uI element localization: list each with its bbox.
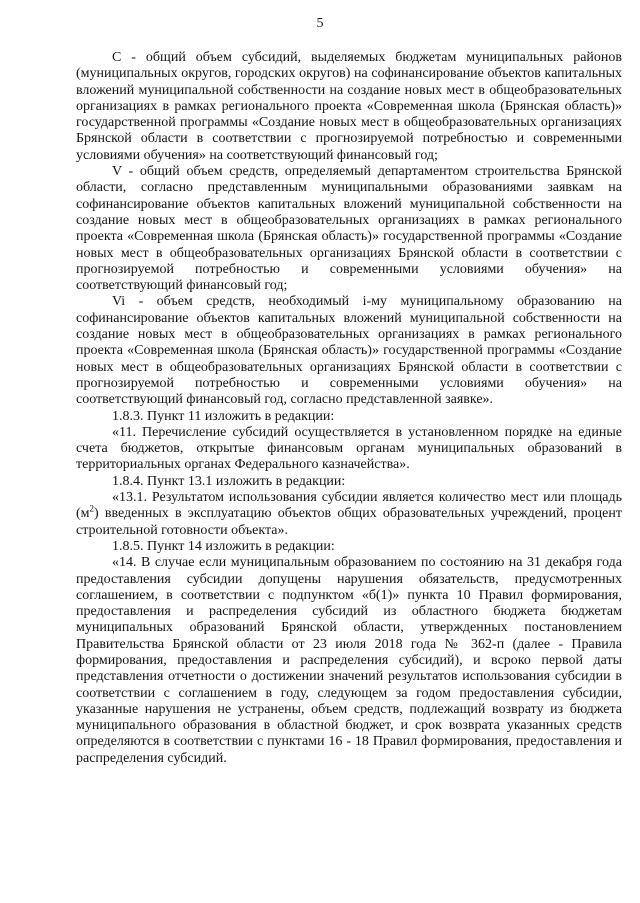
- square-superscript: 2: [89, 503, 95, 514]
- paragraph-point-14: «14. В случае если муниципальным образованием по состоянию на 31 декабря года предоставления субсидии допущены нарушения обязательств, предусмотренных соглашением, в соответствии с подпунктом «б(1)» пункта 10 Правил формирования, предоставления и распределения субсидий из областного бюджета бюджетам муниципальных образований Брянской области, утвержденных постановлением Правительства Брянской области от 23 июля 2018 года № 362-п (далее - Правила формирования, предоставления и распределения субсидий), и всроко первой даты представления отчетности о достижении значений результатов использования субсидии в соответствии с соглашением в году, следующем за годом предоставления субсидии, указанные нарушения не устранены, объем средств, подлежащий возврату из бюджета муниципального образования в областной бюджет, и срок возврата указанных средств определяются в соответствии с пунктами 16 - 18 Правил формирования, предоставления и распределения субсидий.: [76, 555, 622, 766]
- paragraph-vi-definition: Vi - объем средств, необходимый i-му муниципальному образованию на софинансирование объектов капитальных вложений муниципальной собственности на создание новых мест в общеобразовательных организациях в рамках регионального проекта «Современная школа (Брянская область)» государственной программы «Создание новых мест в общеобразовательных организациях Брянской области в соответствии с прогнозируемой потребностью и современными условиями обучения» на соответствующий финансовый год, согласно представленной заявке».: [76, 294, 622, 408]
- page-number: 5: [316, 16, 324, 31]
- paragraph-1-8-3: 1.8.3. Пункт 11 изложить в редакции:: [112, 408, 335, 424]
- paragraph-c-definition: C - общий объем субсидий, выделяемых бюджетам муниципальных районов (муниципальных округов, городских округов) на софинансирование объектов капитальных вложений муниципальной собственности на создание новых мест в общеобразовательных организациях в рамках регионального проекта «Современная школа (Брянская область)» государственной программы «Создание новых мест в общеобразовательных организациях Брянской области в соответствии с прогнозируемой потребностью и современными условиями обучения» на соответствующий финансовый год;: [76, 50, 622, 163]
- point-13-1-text-b: ) введенных в эксплуатацию объектов общих образовательных учреждений, процент строительной готовности объекта».: [76, 506, 622, 538]
- document-body: [76, 50, 622, 767]
- point-13-1-text-a: «13.1. Результатом использования субсидии является количество мест или площадь (м: [76, 490, 622, 522]
- paragraph-point-13-1: [76, 490, 622, 539]
- paragraph-point-11: «11. Перечисление субсидий осуществляется в установленном порядке на единые счета бюджетов, открытые финансовым органам муниципальных образований в территориальных органах Федерального казначейства».: [76, 424, 622, 473]
- paragraph-v-definition: V - общий объем средств, определяемый департаментом строительства Брянской области, согласно представленным муниципальными образованиями заявкам на софинансирование объектов капитальных вложений муниципальной собственности на создание новых мест в общеобразовательных организациях в рамках регионального проекта «Современная школа (Брянская область)» государственной программы «Создание новых мест в общеобразовательных организациях Брянской области в соответствии с прогнозируемой потребностью и современными условиями обучения» на соответствующий финансовый год;: [76, 164, 622, 294]
- paragraph-1-8-5: 1.8.5. Пункт 14 изложить в редакции:: [112, 538, 335, 554]
- paragraph-1-8-4: 1.8.4. Пункт 13.1 изложить в редакции:: [112, 473, 346, 489]
